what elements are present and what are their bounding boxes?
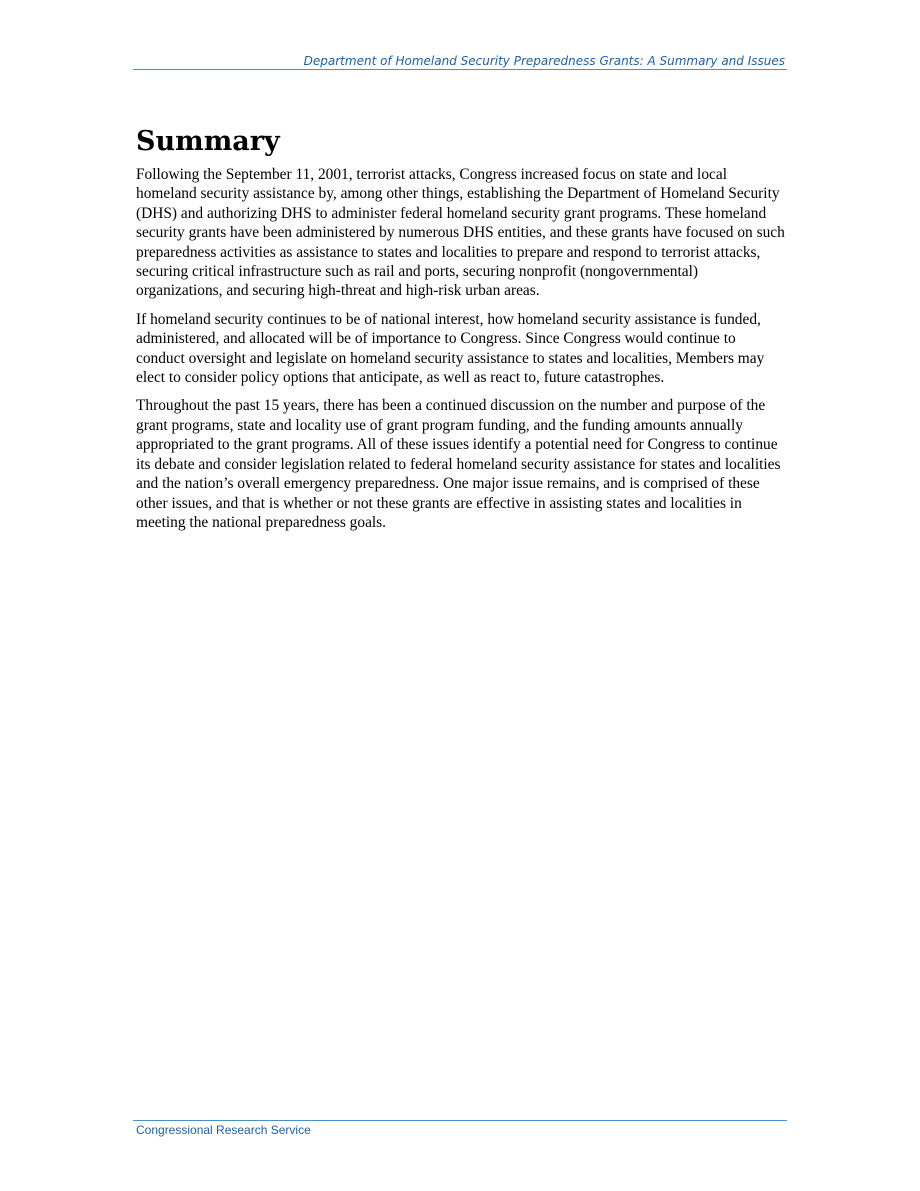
footer-org: Congressional Research Service (136, 1123, 311, 1137)
header-rule (133, 69, 787, 70)
footer-rule (133, 1120, 787, 1121)
paragraph-1: Following the September 11, 2001, terrorist attacks, Congress increased focus on state and local homeland security assistance by, among other things, establishing the Department of Homeland Security (DHS) and authorizing DHS to administer federal homeland security grant programs. These homeland security grants have been administered by numerous DHS entities, and these grants have focused on such preparedness activities as assistance to states and localities to prepare and respond to terrorist attacks, securing critical infrastructure such as rail and ports, securing nonprofit (nongovernmental) organizations, and securing high-threat and high-risk urban areas. (136, 166, 785, 300)
running-header: Department of Homeland Security Preparedness Grants: A Summary and Issues (303, 54, 785, 68)
paragraph-2: If homeland security continues to be of national interest, how homeland security assistance is funded, administered, and allocated will be of importance to Congress. Since Congress would continue to conduct oversight and legislate on homeland security assistance to states and localities, Members may elect to consider policy options that anticipate, as well as react to, future catastrophes. (136, 310, 765, 387)
section-heading: Summary (136, 126, 280, 157)
summary-section (136, 125, 788, 541)
paragraph-3: Throughout the past 15 years, there has been a continued discussion on the number and purpose of the grant programs, state and locality use of grant program funding, and the funding amounts annually appropriated to the grant programs. All of these issues identify a potential need for Congress to continue its debate and consider legislation related to federal homeland security assistance for states and localities and the nation’s overall emergency preparedness. One major issue remains, and is comprised of these other issues, and that is whether or not these grants are effective in assisting states and localities in meeting the national preparedness goals. (136, 397, 781, 531)
